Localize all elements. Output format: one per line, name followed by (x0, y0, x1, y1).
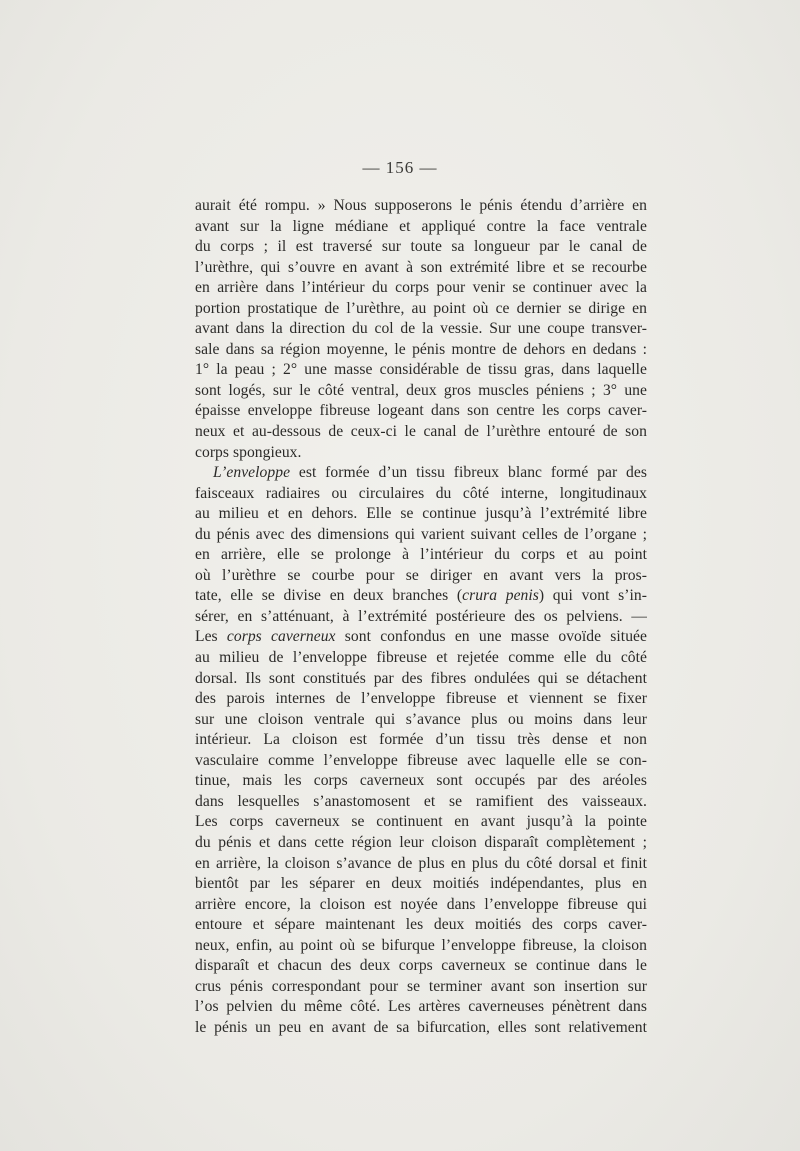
text-line: sur une cloison ventrale qui s’avance plus ou moins dans leur (195, 710, 647, 728)
text-line: du corps ; il est traversé sur toute sa longueur par le canal de (195, 238, 647, 256)
text-line: Les corps caverneux se continuent en avant jusqu’à la pointe (195, 813, 647, 831)
body-text (195, 196, 647, 1038)
text-line: 1° la peau ; 2° une masse considérable de tissu gras, dans laquelle (195, 361, 647, 379)
italic-term: crura penis (462, 587, 539, 605)
text-line: épaisse enveloppe fibreuse logeant dans son centre les corps caver- (195, 402, 647, 420)
text-line: sale dans sa région moyenne, le pénis montre de dehors en dedans : (195, 340, 647, 358)
text-line: au milieu et en dehors. Elle se continue jusqu’à l’extrémité libre (195, 505, 647, 523)
text-line: des parois internes de l’enveloppe fibreuse et viennent se fixer (195, 690, 647, 708)
text-line: du pénis avec des dimensions qui varient suivant celles de l’organe ; (195, 525, 647, 543)
text-line: avant dans la direction du col de la vessie. Sur une coupe transver- (195, 320, 647, 338)
text-line: tinue, mais les corps caverneux sont occupés par des aréoles (195, 772, 647, 790)
text-line: du pénis et dans cette région leur cloison disparaît complètement ; (195, 833, 647, 851)
text-line: L’enveloppe est formée d’un tissu fibreux blanc formé par des (213, 464, 647, 482)
text-line: sont logés, sur le côté ventral, deux gros muscles péniens ; 3° une (195, 381, 647, 399)
text-line: aurait été rompu. » Nous supposerons le pénis étendu d’arrière en (195, 197, 647, 214)
italic-term: corps caverneux (226, 628, 336, 646)
text-line: portion prostatique de l’urèthre, au point où ce dernier se dirige en (195, 299, 647, 317)
text-line: avant sur la ligne médiane et appliqué contre la face ventrale (195, 217, 647, 235)
text-line: tate, elle se divise en deux branches (crura penis) qui vont s’in- (195, 587, 647, 605)
text-line: entoure et sépare maintenant les deux moitiés des corps caver- (195, 916, 647, 934)
italic-term: L’enveloppe (213, 464, 291, 482)
text-line: arrière encore, la cloison est noyée dans l’enveloppe fibreuse qui (195, 895, 647, 913)
text-line: disparaît et chacun des deux corps caverneux se continue dans le (195, 957, 647, 975)
text-line: en arrière dans l’intérieur du corps pour venir se continuer avec la (195, 279, 647, 297)
text-line: dorsal. Ils sont constitués par des fibres ondulées qui se détachent (195, 669, 647, 687)
text-line: neux, enfin, au point où se bifurque l’enveloppe fibreuse, la cloison (195, 936, 647, 954)
text-line: Les corps caverneux sont confondus en une masse ovoïde située (195, 628, 647, 646)
text-line: intérieur. La cloison est formée d’un tissu très dense et non (195, 731, 647, 749)
text-line: neux et au-dessous de ceux-ci le canal de l’urèthre entouré de son (195, 423, 647, 441)
text-line: en arrière, la cloison s’avance de plus en plus du côté dorsal et finit (195, 854, 647, 872)
text-line: le pénis un peu en avant de sa bifurcation, elles sont relativement (195, 1018, 647, 1036)
text-line: corps spongieux. (195, 443, 302, 461)
text-line: vasculaire comme l’enveloppe fibreuse avec laquelle elle se con- (195, 751, 647, 769)
text-line: dans lesquelles s’anastomosent et se ramifient des vaisseaux. (195, 792, 647, 810)
text-line: l’urèthre, qui s’ouvre en avant à son extrémité libre et se recourbe (195, 258, 647, 276)
text-line: où l’urèthre se courbe pour se diriger en avant vers la pros- (195, 566, 647, 584)
text-line: en arrière, elle se prolonge à l’intérieur du corps et au point (195, 546, 647, 564)
text-line: crus pénis correspondant pour se terminer avant son insertion sur (195, 977, 647, 995)
text-line: l’os pelvien du même côté. Les artères caverneuses pénètrent dans (195, 998, 647, 1016)
text-line: faisceaux radiaires ou circulaires du côté interne, longitudinaux (195, 484, 647, 502)
text-line: sérer, en s’atténuant, à l’extrémité postérieure des os pelviens. — (195, 607, 647, 625)
page-number: — 156 — (362, 158, 438, 177)
text-line: bientôt par les séparer en deux moitiés indépendantes, plus en (195, 875, 647, 893)
text-line: au milieu de l’enveloppe fibreuse et rejetée comme elle du côté (195, 649, 647, 667)
